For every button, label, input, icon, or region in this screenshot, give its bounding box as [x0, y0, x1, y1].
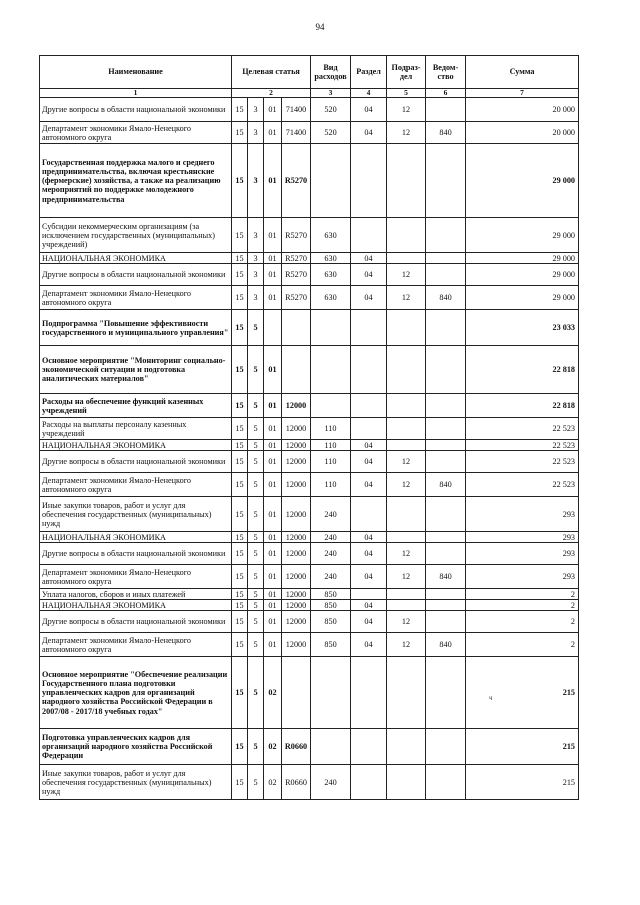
cs-subprogram: 3: [248, 98, 264, 122]
cs-event: 01: [264, 633, 282, 657]
table-row: [40, 657, 579, 729]
cs-subprogram: 5: [248, 565, 264, 589]
cell-vedomstvo: [426, 394, 466, 418]
cell-razdel: [351, 310, 387, 346]
cell-razdel: 04: [351, 565, 387, 589]
cell-vid: 630: [311, 253, 351, 264]
table-row: [40, 543, 579, 565]
cell-podrazdel: [387, 218, 426, 253]
cs-program: 15: [232, 765, 248, 800]
cs-program: 15: [232, 589, 248, 600]
cs-program: 15: [232, 600, 248, 611]
cell-vedomstvo: 840: [426, 633, 466, 657]
cell-sum: 215: [466, 729, 579, 765]
cs-event: 01: [264, 589, 282, 600]
table-row: [40, 418, 579, 440]
cs-subprogram: 5: [248, 497, 264, 532]
cs-subprogram: 3: [248, 253, 264, 264]
cell-sum: 22 818: [466, 346, 579, 394]
row-name: Департамент экономики Ямало-Ненецкого автономного округа: [40, 122, 232, 144]
cell-podrazdel: [387, 346, 426, 394]
cs-event: 02: [264, 765, 282, 800]
cell-vedomstvo: [426, 218, 466, 253]
row-name: НАЦИОНАЛЬНАЯ ЭКОНОМИКА: [40, 253, 232, 264]
cs-direction: 12000: [282, 473, 311, 497]
cell-vid: 850: [311, 600, 351, 611]
cs-event: 01: [264, 98, 282, 122]
cell-vedomstvo: 840: [426, 286, 466, 310]
table-row: [40, 497, 579, 532]
cs-subprogram: 5: [248, 451, 264, 473]
table-row: [40, 264, 579, 286]
cs-program: 15: [232, 218, 248, 253]
cell-sum: 22 523: [466, 418, 579, 440]
cell-sum: 293: [466, 565, 579, 589]
cell-sum: 29 000: [466, 286, 579, 310]
cell-sum: 2: [466, 611, 579, 633]
cell-podrazdel: 12: [387, 543, 426, 565]
cs-program: 15: [232, 253, 248, 264]
cs-program: 15: [232, 657, 248, 729]
col-num-1: 1: [40, 89, 232, 98]
cell-sum: 20 000: [466, 98, 579, 122]
row-name: Иные закупки товаров, работ и услуг для обеспечения государственных (муниципальных) нужд: [40, 497, 232, 532]
cell-vedomstvo: 840: [426, 122, 466, 144]
cell-vedomstvo: [426, 418, 466, 440]
header-vedomstvo: Ведом-ство: [426, 56, 466, 89]
cs-direction: R5270: [282, 253, 311, 264]
cell-vedomstvo: [426, 589, 466, 600]
header-podrazdel: Подраз-дел: [387, 56, 426, 89]
cell-razdel: [351, 729, 387, 765]
cell-podrazdel: [387, 765, 426, 800]
cs-event: 01: [264, 218, 282, 253]
cell-razdel: 04: [351, 633, 387, 657]
col-num-2: 2: [232, 89, 311, 98]
cell-vid: [311, 394, 351, 418]
table-row: [40, 122, 579, 144]
table-row: [40, 611, 579, 633]
cs-direction: [282, 310, 311, 346]
cs-event: 01: [264, 394, 282, 418]
cell-razdel: 04: [351, 253, 387, 264]
col-num-7: 7: [466, 89, 579, 98]
cell-vid: 520: [311, 98, 351, 122]
cell-sum: 22 523: [466, 451, 579, 473]
cs-subprogram: 5: [248, 657, 264, 729]
cell-podrazdel: [387, 310, 426, 346]
cs-program: 15: [232, 543, 248, 565]
cs-direction: 12000: [282, 418, 311, 440]
table-row: [40, 394, 579, 418]
cs-event: 01: [264, 532, 282, 543]
cs-subprogram: 5: [248, 346, 264, 394]
cs-event: 01: [264, 346, 282, 394]
cell-vid: 110: [311, 418, 351, 440]
cell-vedomstvo: [426, 729, 466, 765]
cell-razdel: 04: [351, 543, 387, 565]
cell-sum: 2: [466, 600, 579, 611]
cell-vid: 240: [311, 543, 351, 565]
cell-razdel: 04: [351, 473, 387, 497]
col-num-3: 3: [311, 89, 351, 98]
cell-vedomstvo: [426, 657, 466, 729]
cell-podrazdel: [387, 253, 426, 264]
cell-sum: 22 523: [466, 473, 579, 497]
cell-vedomstvo: [426, 346, 466, 394]
cell-razdel: [351, 765, 387, 800]
cell-razdel: 04: [351, 600, 387, 611]
cell-sum: 293: [466, 497, 579, 532]
cs-subprogram: 3: [248, 218, 264, 253]
cs-event: 01: [264, 440, 282, 451]
cs-direction: 12000: [282, 600, 311, 611]
header-razdel: Раздел: [351, 56, 387, 89]
cs-program: 15: [232, 418, 248, 440]
table-row: [40, 286, 579, 310]
cell-sum: 2: [466, 589, 579, 600]
cs-subprogram: 5: [248, 765, 264, 800]
cs-subprogram: 5: [248, 633, 264, 657]
header-summa: Сумма: [466, 56, 579, 89]
cell-vedomstvo: 840: [426, 565, 466, 589]
scan-mark: ч: [489, 694, 493, 702]
row-name: Основное мероприятие "Мониторинг социально-экономической ситуации и подготовка аналитических материалов": [40, 346, 232, 394]
cell-vid: 850: [311, 633, 351, 657]
cell-razdel: 04: [351, 98, 387, 122]
cs-program: 15: [232, 497, 248, 532]
cs-direction: 12000: [282, 633, 311, 657]
cs-direction: 71400: [282, 98, 311, 122]
table-row: [40, 532, 579, 543]
cell-vedomstvo: [426, 98, 466, 122]
row-name: Расходы на обеспечение функций казенных учреждений: [40, 394, 232, 418]
cs-subprogram: 3: [248, 144, 264, 218]
cell-podrazdel: 12: [387, 473, 426, 497]
cs-event: 01: [264, 611, 282, 633]
cs-event: 01: [264, 122, 282, 144]
cs-program: 15: [232, 286, 248, 310]
cs-event: 01: [264, 418, 282, 440]
row-name: Расходы на выплаты персоналу казенных учреждений: [40, 418, 232, 440]
cell-podrazdel: [387, 657, 426, 729]
row-name: НАЦИОНАЛЬНАЯ ЭКОНОМИКА: [40, 532, 232, 543]
cs-direction: [282, 346, 311, 394]
cs-direction: 12000: [282, 532, 311, 543]
row-name: Департамент экономики Ямало-Ненецкого автономного округа: [40, 473, 232, 497]
cs-event: 01: [264, 144, 282, 218]
row-name: НАЦИОНАЛЬНАЯ ЭКОНОМИКА: [40, 600, 232, 611]
cs-program: 15: [232, 451, 248, 473]
cell-podrazdel: 12: [387, 633, 426, 657]
cell-vid: 240: [311, 532, 351, 543]
cell-razdel: [351, 346, 387, 394]
cs-program: 15: [232, 440, 248, 451]
header-vid: Вид расходов: [311, 56, 351, 89]
cs-program: 15: [232, 310, 248, 346]
cs-event: 01: [264, 286, 282, 310]
cell-vedomstvo: [426, 765, 466, 800]
table-row: [40, 589, 579, 600]
cell-sum: 293: [466, 532, 579, 543]
cell-vedomstvo: [426, 253, 466, 264]
cell-vid: 110: [311, 451, 351, 473]
cell-razdel: 04: [351, 286, 387, 310]
row-name: Субсидии некоммерческим организациям (за исключением государственных (муниципальных) учреждений): [40, 218, 232, 253]
cell-podrazdel: [387, 440, 426, 451]
cs-direction: 12000: [282, 451, 311, 473]
cell-vid: 240: [311, 765, 351, 800]
cs-direction: 12000: [282, 543, 311, 565]
cs-event: 01: [264, 600, 282, 611]
cell-sum: 29 000: [466, 144, 579, 218]
cell-vedomstvo: 840: [426, 473, 466, 497]
cell-vedomstvo: [426, 451, 466, 473]
cs-event: 01: [264, 497, 282, 532]
row-name: Другие вопросы в области национальной экономики: [40, 451, 232, 473]
cs-direction: R5270: [282, 286, 311, 310]
cs-subprogram: 3: [248, 286, 264, 310]
cs-event: 01: [264, 565, 282, 589]
cs-subprogram: 5: [248, 310, 264, 346]
cell-podrazdel: 12: [387, 286, 426, 310]
cell-vedomstvo: [426, 543, 466, 565]
row-name: Уплата налогов, сборов и иных платежей: [40, 589, 232, 600]
cs-event: 01: [264, 253, 282, 264]
cs-program: 15: [232, 122, 248, 144]
table-row: [40, 473, 579, 497]
table-row: [40, 253, 579, 264]
row-name: Другие вопросы в области национальной экономики: [40, 611, 232, 633]
column-number-row: [40, 89, 579, 98]
cs-program: 15: [232, 473, 248, 497]
col-num-4: 4: [351, 89, 387, 98]
cs-event: 01: [264, 543, 282, 565]
cell-podrazdel: [387, 589, 426, 600]
cs-program: 15: [232, 633, 248, 657]
cs-subprogram: 5: [248, 611, 264, 633]
row-name: Департамент экономики Ямало-Ненецкого автономного округа: [40, 565, 232, 589]
row-name: Другие вопросы в области национальной экономики: [40, 98, 232, 122]
cs-direction: [282, 657, 311, 729]
cs-direction: R0660: [282, 729, 311, 765]
cell-vid: [311, 729, 351, 765]
cs-direction: R5270: [282, 264, 311, 286]
table-row: [40, 729, 579, 765]
cell-sum: 29 000: [466, 218, 579, 253]
cs-direction: 12000: [282, 497, 311, 532]
budget-table: [39, 55, 579, 800]
cs-subprogram: 5: [248, 473, 264, 497]
cs-direction: R5270: [282, 144, 311, 218]
cs-direction: 12000: [282, 611, 311, 633]
cell-vid: [311, 657, 351, 729]
cell-vid: 110: [311, 440, 351, 451]
cell-razdel: [351, 657, 387, 729]
cs-direction: 12000: [282, 394, 311, 418]
cell-vedomstvo: [426, 310, 466, 346]
row-name: Департамент экономики Ямало-Ненецкого автономного округа: [40, 286, 232, 310]
cs-event: 01: [264, 264, 282, 286]
cell-podrazdel: [387, 600, 426, 611]
cs-event: 02: [264, 729, 282, 765]
cell-podrazdel: [387, 729, 426, 765]
cell-podrazdel: 12: [387, 451, 426, 473]
cell-vedomstvo: [426, 532, 466, 543]
cell-razdel: [351, 497, 387, 532]
cell-sum: 2: [466, 633, 579, 657]
cs-direction: R5270: [282, 218, 311, 253]
row-name: Департамент экономики Ямало-Ненецкого автономного округа: [40, 633, 232, 657]
col-num-6: 6: [426, 89, 466, 98]
row-name: Основное мероприятие "Обеспечение реализации Государственного плана подготовки управленческих кадров для организаций народного хозяйства Российской Федерации в 2007/08 - 2017/18 учебных годах": [40, 657, 232, 729]
table-row: [40, 98, 579, 122]
cell-razdel: 04: [351, 264, 387, 286]
cs-subprogram: 5: [248, 543, 264, 565]
row-name: Подготовка управленческих кадров для организаций народного хозяйства Российской Федерации: [40, 729, 232, 765]
row-name: Подпрограмма "Повышение эффективности государственного и муниципального управления": [40, 310, 232, 346]
cell-podrazdel: 12: [387, 122, 426, 144]
cs-subprogram: 3: [248, 122, 264, 144]
cell-razdel: [351, 218, 387, 253]
cell-vedomstvo: [426, 264, 466, 286]
cell-razdel: 04: [351, 122, 387, 144]
cs-program: 15: [232, 144, 248, 218]
table-row: [40, 565, 579, 589]
cell-sum: 20 000: [466, 122, 579, 144]
table-row: [40, 600, 579, 611]
cell-razdel: 04: [351, 532, 387, 543]
cs-direction: 12000: [282, 589, 311, 600]
cs-program: 15: [232, 532, 248, 543]
cs-subprogram: 5: [248, 394, 264, 418]
cs-direction: 71400: [282, 122, 311, 144]
header-name: Наименование: [40, 56, 232, 89]
cell-sum: 23 033: [466, 310, 579, 346]
cs-subprogram: 3: [248, 264, 264, 286]
cell-sum: 22 818: [466, 394, 579, 418]
header-target: Целевая статья: [232, 56, 311, 89]
cell-podrazdel: 12: [387, 98, 426, 122]
cell-podrazdel: [387, 144, 426, 218]
cell-vid: 110: [311, 473, 351, 497]
row-name: Другие вопросы в области национальной экономики: [40, 264, 232, 286]
cell-razdel: 04: [351, 451, 387, 473]
cell-vid: 240: [311, 497, 351, 532]
cell-vedomstvo: [426, 440, 466, 451]
cell-razdel: [351, 418, 387, 440]
cell-sum: 215: [466, 657, 579, 729]
cs-event: [264, 310, 282, 346]
cs-direction: 12000: [282, 440, 311, 451]
cell-podrazdel: [387, 418, 426, 440]
cell-sum: 29 000: [466, 264, 579, 286]
table-row: [40, 346, 579, 394]
cell-podrazdel: [387, 394, 426, 418]
cs-program: 15: [232, 729, 248, 765]
table-row: [40, 765, 579, 800]
cs-subprogram: 5: [248, 440, 264, 451]
cell-vid: 850: [311, 611, 351, 633]
row-name: НАЦИОНАЛЬНАЯ ЭКОНОМИКА: [40, 440, 232, 451]
cell-vid: 630: [311, 264, 351, 286]
table-row: [40, 633, 579, 657]
cell-podrazdel: [387, 532, 426, 543]
cs-program: 15: [232, 264, 248, 286]
cell-vid: [311, 144, 351, 218]
page-number: 94: [315, 22, 325, 32]
cs-program: 15: [232, 565, 248, 589]
cell-vid: 520: [311, 122, 351, 144]
cell-podrazdel: [387, 497, 426, 532]
cs-event: 01: [264, 451, 282, 473]
cell-vid: 240: [311, 565, 351, 589]
header-row: [40, 56, 579, 89]
cs-subprogram: 5: [248, 589, 264, 600]
row-name: Иные закупки товаров, работ и услуг для обеспечения государственных (муниципальных) нужд: [40, 765, 232, 800]
row-name: Государственная поддержка малого и среднего предпринимательства, включая крестьянские (фермерские) хозяйства, а также на реализацию мероприятий по поддержке молодежного предпринимательства: [40, 144, 232, 218]
cs-direction: R0660: [282, 765, 311, 800]
row-name: Другие вопросы в области национальной экономики: [40, 543, 232, 565]
cell-podrazdel: 12: [387, 565, 426, 589]
cell-vid: [311, 346, 351, 394]
cs-subprogram: 5: [248, 600, 264, 611]
cs-subprogram: 5: [248, 532, 264, 543]
cell-sum: 293: [466, 543, 579, 565]
cs-event: 01: [264, 473, 282, 497]
cell-sum: 22 523: [466, 440, 579, 451]
cell-vedomstvo: [426, 600, 466, 611]
cell-sum: 215: [466, 765, 579, 800]
cell-vedomstvo: [426, 611, 466, 633]
cell-razdel: [351, 589, 387, 600]
table-row: [40, 440, 579, 451]
cs-direction: 12000: [282, 565, 311, 589]
cell-razdel: [351, 144, 387, 218]
cell-vedomstvo: [426, 144, 466, 218]
cell-razdel: 04: [351, 440, 387, 451]
cs-subprogram: 5: [248, 418, 264, 440]
cs-event: 02: [264, 657, 282, 729]
cell-sum: 29 000: [466, 253, 579, 264]
cell-razdel: 04: [351, 611, 387, 633]
cs-program: 15: [232, 346, 248, 394]
table-row: [40, 310, 579, 346]
cell-razdel: [351, 394, 387, 418]
cs-program: 15: [232, 98, 248, 122]
cs-subprogram: 5: [248, 729, 264, 765]
table-row: [40, 451, 579, 473]
cell-vid: 850: [311, 589, 351, 600]
cs-program: 15: [232, 611, 248, 633]
col-num-5: 5: [387, 89, 426, 98]
table-row: [40, 218, 579, 253]
cell-vid: [311, 310, 351, 346]
cell-podrazdel: 12: [387, 611, 426, 633]
cell-podrazdel: 12: [387, 264, 426, 286]
cell-vedomstvo: [426, 497, 466, 532]
cell-vid: 630: [311, 286, 351, 310]
cell-vid: 630: [311, 218, 351, 253]
table-row: [40, 144, 579, 218]
cs-program: 15: [232, 394, 248, 418]
